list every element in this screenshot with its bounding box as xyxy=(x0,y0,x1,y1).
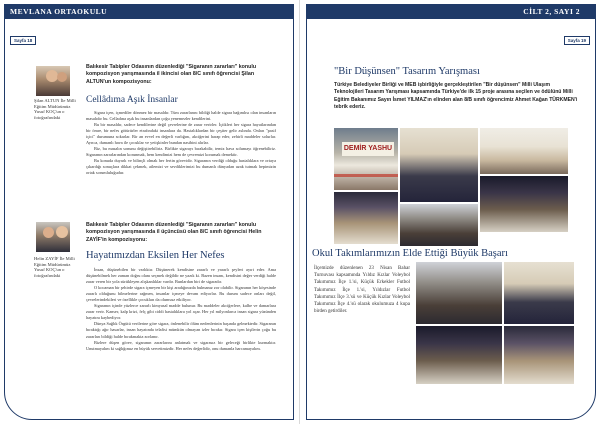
contest-winners-photo xyxy=(400,128,478,202)
team-trophy-photo-1 xyxy=(416,262,502,324)
article2-body xyxy=(86,267,276,415)
article1-title: Cellâdıma Aşık İnsanlar xyxy=(86,95,178,105)
article1-paragraph: Bu bir masaldır, sadece kendilerine değil çevrelerine de zarar verirler. İçtikleri her sigara hayatlarından bir ömre, bir nefes götürürler etrafındaki insanlara da. Hastalıklardan bir çeşiter gelir aslında. Onları "pasif içici" durumuna sokarlar. Bir an evvel en değerli varlığını, akciğerini harap eder, zehirli maddeler solurlar. Ayrıca, dumanlı hava ile çocuklar ve yetişkinler bundan nasibini alırlar. xyxy=(86,122,276,146)
contest-banner-photo xyxy=(334,128,398,190)
article2-photo-caption: Helin ZAYİF İle Milli Eğitim Müdürümüz Yusuf KOÇ'un o fotoğrafındaki xyxy=(34,256,75,278)
article2-paragraph: İnsan, düşünebilen bir varlıktır. Düşünerek kendisine zararlı ve yararlı şeyleri ayırt eder. Ama düşünebilmek her zaman doğru olanı seçmek değildir ne yazık ki. Bazen insanı, kendisini değer verdiği halde zarar veren bir yola sürükleyen alışkanlıklar vardır. Bunlardan biri de sigaradır. xyxy=(86,267,276,285)
article2-lead: Balıkesir Tabipler Odasının düzenlediği "Sigaranın zararları" konulu kompozisyon yarışmasında il üçüncüsü olan 8/C sınıfı öğrencisi Helin ZAYİF'in kompozisyonu: xyxy=(86,222,262,243)
banner-stripe xyxy=(334,174,398,177)
contest-banner-text: DEMİR YASHU xyxy=(342,142,394,156)
team-trophy-photo-3 xyxy=(416,326,502,384)
left-page-number: Sayfa 18 xyxy=(10,36,36,45)
sports-success-title: Okul Takımlarımızın Elde Ettiği Büyük Başarı xyxy=(312,248,508,259)
article1-body xyxy=(86,110,276,196)
right-page xyxy=(300,0,600,424)
team-trophy-photo-2 xyxy=(504,262,574,324)
article1-photo-caption: Şilan ALTUN İle Milli Eğitim Müdürümüz Yusuf KOÇ'un o fotoğrafındaki xyxy=(34,98,76,120)
article1-lead: Balıkesir Tabipler Odasının düzenlediği "Sigaranın zararları" konulu kompozisyon yarışmasında il ikincisi olan 8/C sınıfı öğrencisi Şilan ALTUN'un kompozisyonu: xyxy=(86,64,257,85)
right-header-volume: CİLT 2, SAYI 2 xyxy=(306,4,596,19)
team-trophy-photo-4 xyxy=(504,326,574,384)
silan-altun-photo xyxy=(36,66,70,96)
article2-title: Hayatımızdan Eksilen Her Nefes xyxy=(86,250,225,261)
article2-paragraph: Bizlere düşen görev, sigaranın zararlarını anlatmak ve sigarasız bir geleceği birlikte kurmaktır. Unutmayalım ki sağlığımız en büyük servetimizdir. Her nefes değerlidir, onu dumanla harcamayalım. xyxy=(86,339,276,351)
design-contest-lead: Türkiye Belediyeler Birliği ve MEB işbirliğiyle gerçekleştirilen "Bir düşünsen" Milli Ulaşım Teknolojileri Tasarım Yarışması kapsamında Türkiye'de ilk 15 proje arasına seçilen ve ödülünü Milli Eğitim Bakanımız Sayın İsmet YILMAZ'ın elinden alan 8/B sınıfı öğrencimiz Ahmet Kağan TÜRKMEN'i tebrik ederiz. xyxy=(334,82,578,111)
team-photo xyxy=(480,176,568,232)
classroom-photo xyxy=(480,128,568,174)
helin-zayif-photo xyxy=(36,222,70,252)
students-group-photo xyxy=(400,204,478,246)
design-contest-title: "Bir Düşünsen" Tasarım Yarışması xyxy=(334,66,480,77)
article1-paragraph: Sigara içen, içmediler dönmez bir masaldır. Tüm zararlarını bildiği halde sigara bağımlısı olan insanların masalıdır bu. Celladına aşık bu insanlardan çoğu yenemezler kendilerini. xyxy=(86,110,276,122)
left-header-school-name: MEVLANA ORTAOKULU xyxy=(4,4,294,19)
article2-paragraph: Sigaranın içinde yüzlerce zararlı kimyasal madde bulunur. Bu maddeler akciğerlere, kalbe ve damarlara zarar verir. Kanser, kalp krizi, felç gibi ciddi hastalıklara yol açar. Her yıl milyonlarca insan sigara yüzünden hayatını kaybediyor. xyxy=(86,303,276,321)
article1-paragraph: Biz, bu masalın sonunu değiştirebiliriz. Birlikte sigarayı bırakabilir, temiz hava solumayı öğrenebiliriz. Sigaranın zararlarından korunmak, hem kendimizi hem de çevremizi korumak demektir. xyxy=(86,146,276,158)
article1-paragraph: Bu konuda duyarlı ve bilinçli olmak her fertin görevidir. Sigaranın verdiği olduğu hastalıklara ve ortaya çıkardığı sonuçlara dikkat çekmek, ailemizi ve sevdiklerimizi bu dumanlı dünyadan uzak tutmak hepimizin ortak sorumluluğudur. xyxy=(86,158,276,176)
right-page-number: Sayfa 19 xyxy=(564,36,590,45)
article2-paragraph: Dünya Sağlık Örgütü verilerine göre sigara, önlenebilir ölüm nedenlerinin başında gelmektedir. Sigaranın bıraktığı ağır hasarlar, insan hayatında telafisi mümkün olmayan izler bırakır. Sigara içen kişilerin çoğu bu zararları bildiği halde bırakmakta zorlanır. xyxy=(86,321,276,339)
article2-paragraph: O kocaman bir şehirde sigara içmeyen bir kişi aradığınızda bulmanız zor olabilir. Sigaranın her köşesinde zararlı olduğunu bilmelerine rağmen, insanlar içmeye devam ediyorlar. Bu durum sadece onları değil, çevrelerindekileri ve özellikle çocukları da olumsuz etkiliyor. xyxy=(86,285,276,303)
award-ceremony-photo xyxy=(334,192,398,244)
sports-success-body: İlçemizde düzenlenen 23 Nisan Bahar Turnuvası kapsamında Yıldız Kızlar Voleybol Takımımız İlçe 1.'si, Küçük Erkekler Futbol Takımımız İlçe 1.'si, Yıldızlar Futbol Takımımız İlçe 3.'sü ve Küçük Kızlar Voleybol Takımımız İlçe 4.'sü olarak okulumuza 4 kupa birden getirdiler. xyxy=(314,266,410,315)
